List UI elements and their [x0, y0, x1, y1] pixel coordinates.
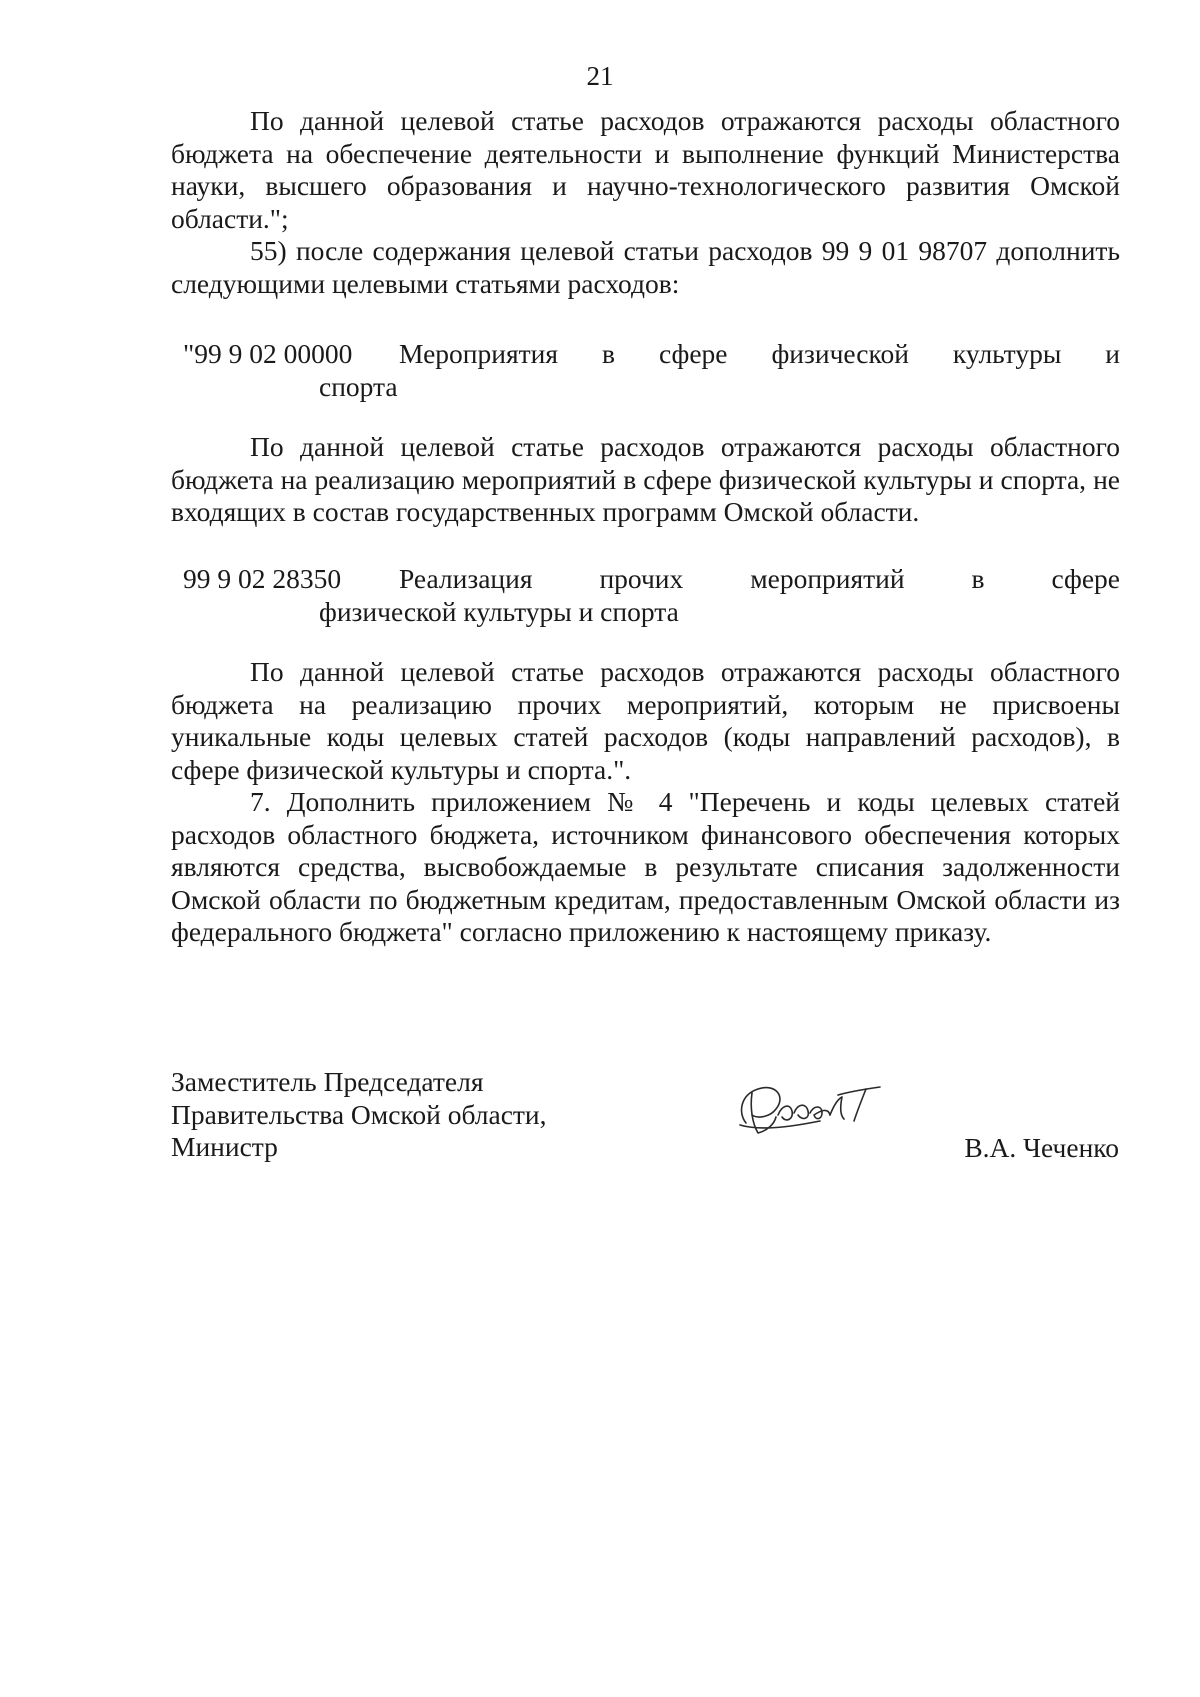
paragraph-appendix-4 [171, 786, 1120, 949]
handwritten-signature [730, 1075, 890, 1155]
signatory-position-line: Правительства Омской области, [171, 1098, 547, 1130]
paragraph-text: По данной целевой статье расходов отражаются расходы областного бюджета на реализацию мероприятий в сфере физической культуры и спорта, не входящих в состав государственных программ Омской области. [171, 431, 1120, 527]
signatory-position [171, 1066, 547, 1164]
paragraph-text: По данной целевой статье расходов отражаются расходы областного бюджета на обеспечение деятельности и выполнение функций Министерства науки, высшего образования и научно-технологического развития Омской области."; [171, 105, 1120, 234]
expense-code: 99 9 02 28350 [183, 563, 342, 594]
expense-title-line: спорта [319, 370, 398, 402]
paragraph-other-sport-activities [171, 656, 1120, 786]
paragraph-text: 55) после содержания целевой статьи расходов 99 9 01 98707 дополнить следующими целевыми статьями расходов: [171, 235, 1120, 299]
signatory-position-line: Заместитель Председателя [171, 1066, 484, 1097]
expense-title [319, 338, 1120, 403]
expense-title [319, 563, 1120, 628]
paragraph-ministry-funding [171, 105, 1120, 235]
paragraph-text: По данной целевой статье расходов отражаются расходы областного бюджета на реализацию прочих мероприятий, которым не присвоены уникальные коды целевых статей расходов (коды направлений расходов), в сфере физической культуры и спорта.". [171, 656, 1120, 785]
expense-code: "99 9 02 00000 [183, 338, 353, 369]
paragraph-text: 7. Дополнить приложением № 4 "Перечень и коды целевых статей расходов областного бюджета, источником финансового обеспечения которых являются средства, высвобождаемые в результате списания задолженности Омской области по бюджетным кредитам, предоставленным Омской области из федерального бюджета" согласно приложению к настоящему приказу. [171, 786, 1120, 947]
paragraph-sport-activities [171, 431, 1120, 529]
paragraph-amendment-55 [171, 235, 1120, 300]
expense-title-line: Реализация прочих мероприятий в сфере [399, 563, 1120, 594]
expense-title-line: Мероприятия в сфере физической культуры и [399, 338, 1120, 369]
signatory-name: В.А. Чеченко [964, 1132, 1119, 1163]
expense-title-line: физической культуры и спорта [319, 595, 679, 627]
signatory-position-line: Министр [171, 1131, 278, 1162]
page-number: 21 [586, 61, 614, 91]
